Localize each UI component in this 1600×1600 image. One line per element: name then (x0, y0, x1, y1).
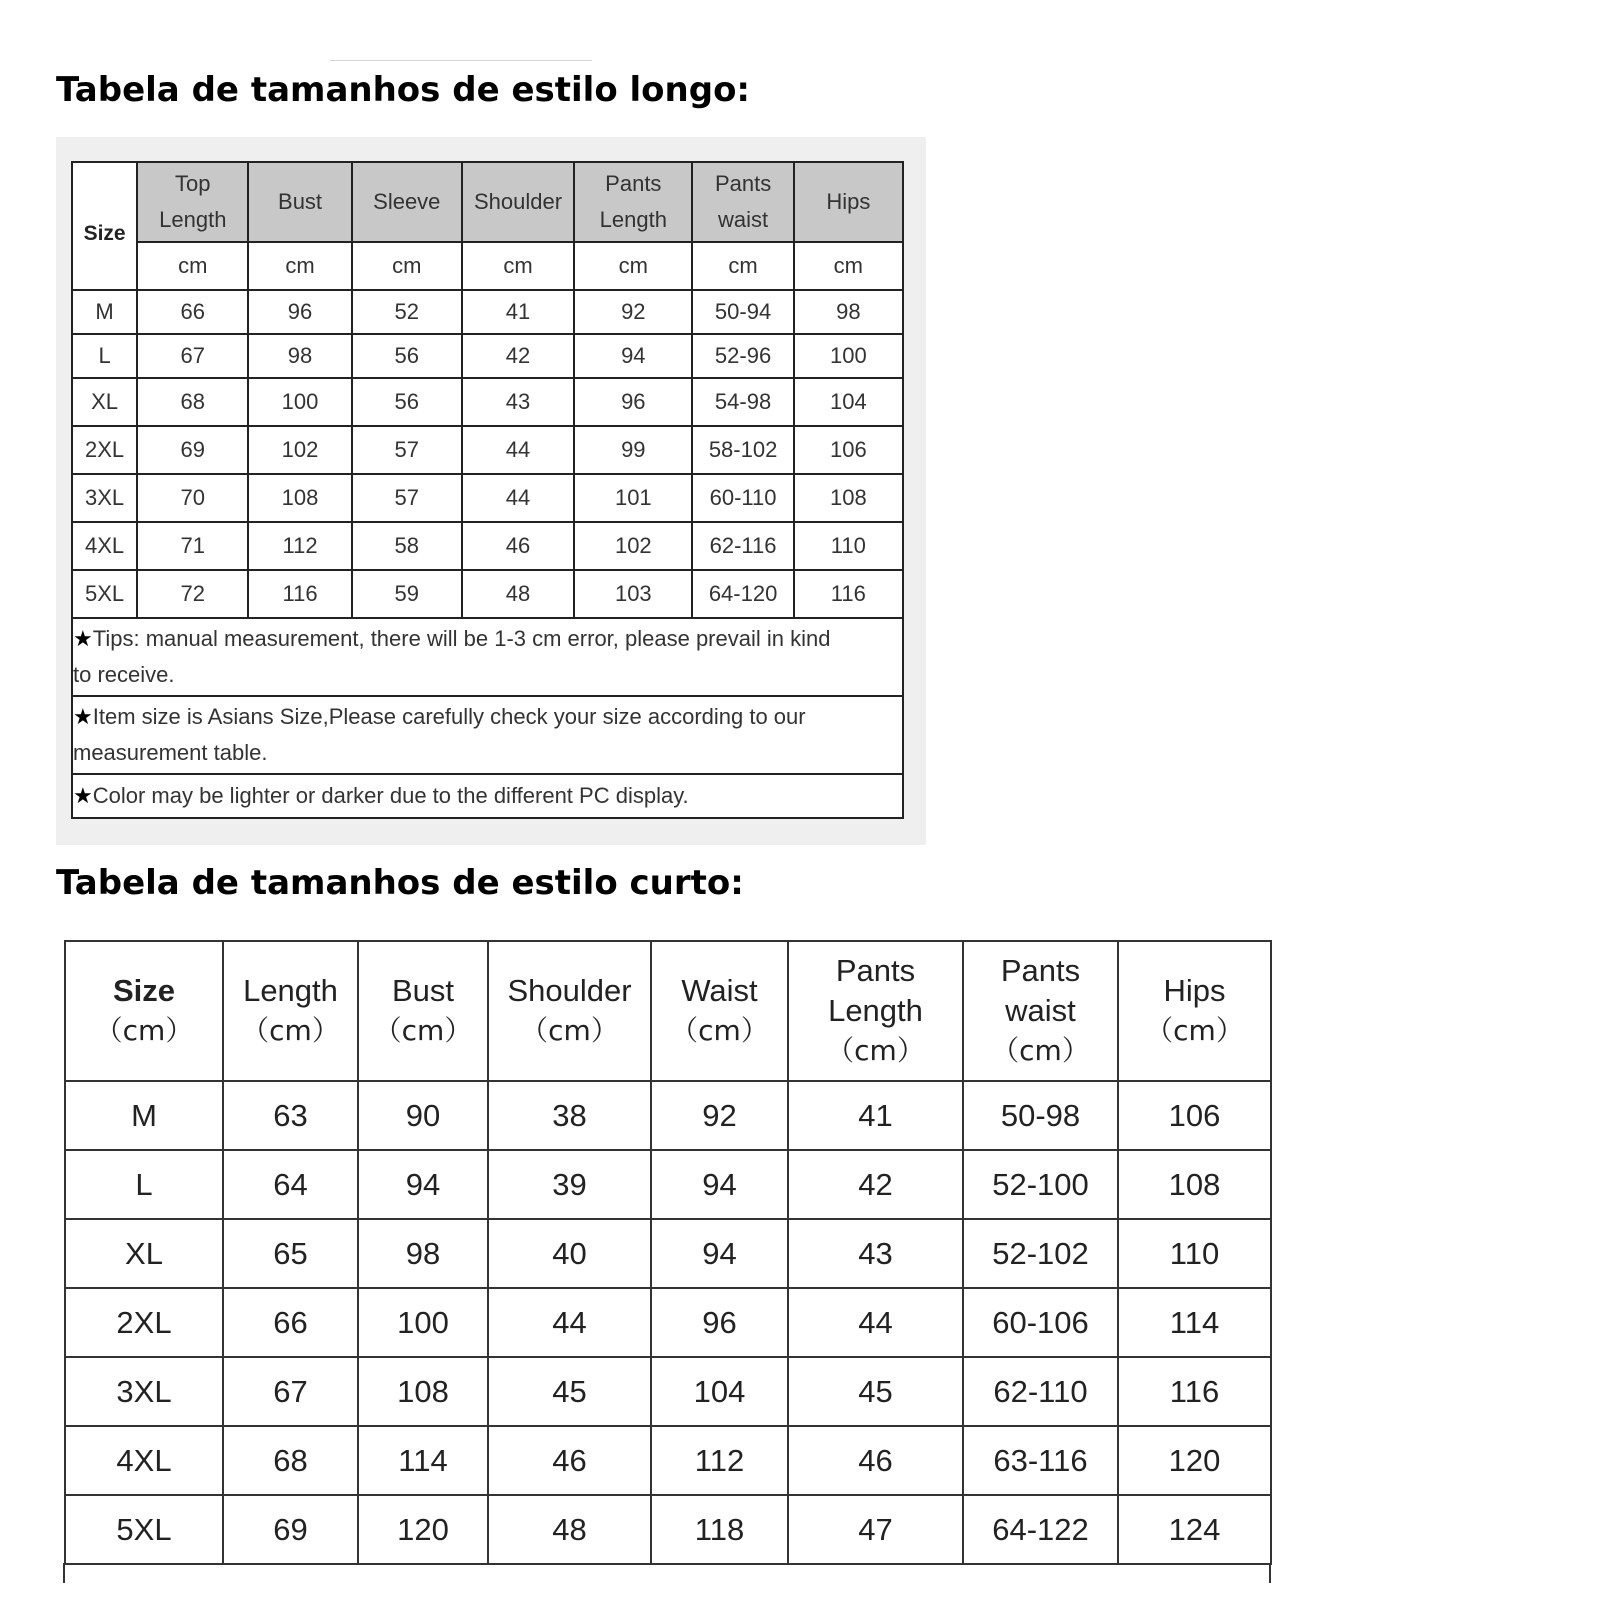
note-text: Item size is Asians Size,Please carefully check your size according to our (92, 704, 806, 729)
value-cell: 98 (794, 290, 903, 334)
column-header-line: Bust (391, 973, 455, 1008)
table-row (65, 1426, 1271, 1495)
unit-cell: cm (137, 242, 248, 290)
value-cell: 118 (651, 1495, 788, 1564)
value-cell: 40 (488, 1219, 651, 1288)
value-cell: 62-110 (963, 1357, 1118, 1426)
value-cell: 68 (223, 1426, 358, 1495)
value-cell: 116 (794, 570, 903, 618)
value-cell: 96 (651, 1288, 788, 1357)
value-cell: 47 (788, 1495, 963, 1564)
table-row (72, 334, 903, 378)
column-header-line: Size (112, 973, 176, 1008)
value-cell: 46 (788, 1426, 963, 1495)
value-cell: 42 (462, 334, 574, 378)
column-header (462, 162, 574, 242)
unit-cell: cm (352, 242, 462, 290)
size-cell: 3XL (65, 1357, 223, 1426)
column-header (352, 162, 462, 242)
note-text: Color may be lighter or darker due to the different PC display. (92, 783, 689, 808)
column-header (223, 941, 358, 1081)
column-header-line: Hips (1163, 973, 1226, 1008)
value-cell: 66 (137, 290, 248, 334)
star-icon: ★ (73, 704, 93, 729)
column-header-line: Pants (1000, 953, 1081, 988)
header-row (65, 941, 1271, 1081)
value-cell: 94 (358, 1150, 488, 1219)
value-cell: 45 (788, 1357, 963, 1426)
value-cell: 41 (462, 290, 574, 334)
size-cell: M (65, 1081, 223, 1150)
size-cell: L (72, 334, 137, 378)
value-cell: 94 (574, 334, 692, 378)
value-cell: 98 (358, 1219, 488, 1288)
table-row (65, 1495, 1271, 1564)
column-header-unit: （cm） (373, 1014, 473, 1047)
column-header (574, 162, 692, 242)
column-header (488, 941, 651, 1081)
column-header-unit: （cm） (991, 1034, 1090, 1067)
value-cell: 60-110 (692, 474, 793, 522)
value-cell: 64 (223, 1150, 358, 1219)
column-header-line: Bust (278, 189, 323, 214)
column-header-line: Length (828, 993, 923, 1028)
value-cell: 50-98 (963, 1081, 1118, 1150)
table-row (65, 1288, 1271, 1357)
value-cell: 54-98 (692, 378, 793, 426)
column-header (651, 941, 788, 1081)
value-cell: 63-116 (963, 1426, 1118, 1495)
value-cell: 106 (794, 426, 903, 474)
value-cell: 69 (137, 426, 248, 474)
column-header (1118, 941, 1271, 1081)
value-cell: 52-102 (963, 1219, 1118, 1288)
note-cell (72, 618, 903, 696)
note-line: to receive. (73, 662, 175, 687)
value-cell: 62-116 (692, 522, 793, 570)
size-cell: 5XL (72, 570, 137, 618)
column-header-line: Pants (714, 171, 772, 196)
table-row (65, 1150, 1271, 1219)
column-header (963, 941, 1118, 1081)
note-line (73, 778, 902, 814)
table-border-continuation (1269, 1563, 1271, 1583)
column-header-line: Length (599, 207, 667, 232)
long-style-title: Tabela de tamanhos de estilo longo: (56, 70, 751, 110)
value-cell: 41 (788, 1081, 963, 1150)
note-line (73, 621, 902, 657)
value-cell: 63 (223, 1081, 358, 1150)
value-cell: 57 (352, 426, 462, 474)
top-divider-line (330, 60, 592, 61)
header-row (72, 162, 903, 242)
column-header-line: Top (175, 171, 211, 196)
value-cell: 103 (574, 570, 692, 618)
value-cell: 52-100 (963, 1150, 1118, 1219)
value-cell: 42 (788, 1150, 963, 1219)
value-cell: 44 (788, 1288, 963, 1357)
note-cell (72, 774, 903, 818)
note-line (73, 699, 902, 735)
value-cell: 59 (352, 570, 462, 618)
value-cell: 94 (651, 1150, 788, 1219)
value-cell: 116 (248, 570, 351, 618)
value-cell: 108 (794, 474, 903, 522)
value-cell: 56 (352, 334, 462, 378)
column-header-unit: （cm） (1145, 1014, 1244, 1047)
column-header-line: Pants (835, 953, 916, 988)
column-header (65, 941, 223, 1081)
value-cell: 104 (794, 378, 903, 426)
column-header-line: Length (159, 207, 227, 232)
value-cell: 48 (488, 1495, 651, 1564)
value-cell: 50-94 (692, 290, 793, 334)
column-header-unit: （cm） (94, 1014, 194, 1047)
value-cell: 67 (223, 1357, 358, 1426)
value-cell: 98 (248, 334, 351, 378)
value-cell: 114 (358, 1426, 488, 1495)
unit-cell: cm (574, 242, 692, 290)
value-cell: 46 (488, 1426, 651, 1495)
value-cell: 100 (248, 378, 351, 426)
star-icon: ★ (73, 783, 93, 808)
value-cell: 71 (137, 522, 248, 570)
size-cell: 2XL (65, 1288, 223, 1357)
table-row (72, 522, 903, 570)
value-cell: 64-120 (692, 570, 793, 618)
size-cell: 2XL (72, 426, 137, 474)
column-header-line: waist (1005, 993, 1076, 1028)
value-cell: 106 (1118, 1081, 1271, 1150)
note-line: measurement table. (73, 740, 268, 765)
value-cell: 112 (248, 522, 351, 570)
column-header-line: Sleeve (373, 189, 441, 214)
value-cell: 102 (248, 426, 351, 474)
column-header (137, 162, 248, 242)
value-cell: 101 (574, 474, 692, 522)
column-header-line: Hips (826, 189, 871, 214)
value-cell: 44 (462, 426, 574, 474)
column-header-line: Length (243, 973, 338, 1008)
value-cell: 124 (1118, 1495, 1271, 1564)
table-row (65, 1081, 1271, 1150)
value-cell: 108 (358, 1357, 488, 1426)
value-cell: 120 (358, 1495, 488, 1564)
value-cell: 44 (488, 1288, 651, 1357)
value-cell: 64-122 (963, 1495, 1118, 1564)
value-cell: 39 (488, 1150, 651, 1219)
note-row (72, 618, 903, 696)
column-header (794, 162, 903, 242)
column-header-line: Shoulder (474, 189, 563, 214)
value-cell: 100 (794, 334, 903, 378)
column-header (692, 162, 793, 242)
value-cell: 114 (1118, 1288, 1271, 1357)
size-cell: 3XL (72, 474, 137, 522)
column-header-unit: （cm） (520, 1014, 619, 1047)
value-cell: 60-106 (963, 1288, 1118, 1357)
column-header (248, 162, 351, 242)
short-style-title: Tabela de tamanhos de estilo curto: (56, 863, 744, 903)
note-row (72, 696, 903, 774)
value-cell: 100 (358, 1288, 488, 1357)
size-cell: 4XL (72, 522, 137, 570)
table-row (65, 1357, 1271, 1426)
value-cell: 66 (223, 1288, 358, 1357)
unit-cell: cm (462, 242, 574, 290)
table-row (72, 570, 903, 618)
value-cell: 70 (137, 474, 248, 522)
size-cell: L (65, 1150, 223, 1219)
table-row (65, 1219, 1271, 1288)
value-cell: 102 (574, 522, 692, 570)
size-cell: 5XL (65, 1495, 223, 1564)
unit-cell: cm (692, 242, 793, 290)
unit-cell: cm (248, 242, 351, 290)
value-cell: 48 (462, 570, 574, 618)
value-cell: 90 (358, 1081, 488, 1150)
unit-cell: cm (794, 242, 903, 290)
star-icon: ★ (73, 626, 93, 651)
value-cell: 108 (1118, 1150, 1271, 1219)
value-cell: 69 (223, 1495, 358, 1564)
column-header-unit: （cm） (241, 1014, 340, 1047)
value-cell: 99 (574, 426, 692, 474)
value-cell: 110 (1118, 1219, 1271, 1288)
column-header (788, 941, 963, 1081)
value-cell: 58-102 (692, 426, 793, 474)
long-size-table (71, 161, 904, 819)
size-cell: 4XL (65, 1426, 223, 1495)
value-cell: 68 (137, 378, 248, 426)
size-cell: XL (72, 378, 137, 426)
value-cell: 92 (574, 290, 692, 334)
value-cell: 112 (651, 1426, 788, 1495)
value-cell: 46 (462, 522, 574, 570)
value-cell: 52-96 (692, 334, 793, 378)
value-cell: 65 (223, 1219, 358, 1288)
value-cell: 110 (794, 522, 903, 570)
value-cell: 56 (352, 378, 462, 426)
unit-row (72, 242, 903, 290)
value-cell: 96 (574, 378, 692, 426)
value-cell: 72 (137, 570, 248, 618)
column-header-line: Shoulder (507, 973, 632, 1008)
size-cell: XL (65, 1219, 223, 1288)
value-cell: 44 (462, 474, 574, 522)
short-size-table (64, 940, 1272, 1565)
value-cell: 58 (352, 522, 462, 570)
size-cell: M (72, 290, 137, 334)
value-cell: 52 (352, 290, 462, 334)
column-header-unit: （cm） (670, 1014, 769, 1047)
column-header-line: waist (718, 207, 769, 232)
table-row (72, 474, 903, 522)
size-header: Size (72, 162, 137, 290)
column-header (358, 941, 488, 1081)
value-cell: 43 (788, 1219, 963, 1288)
value-cell: 43 (462, 378, 574, 426)
note-row (72, 774, 903, 818)
note-text: Tips: manual measurement, there will be 1-3 cm error, please prevail in kind (92, 626, 831, 651)
value-cell: 57 (352, 474, 462, 522)
table-row (72, 378, 903, 426)
value-cell: 120 (1118, 1426, 1271, 1495)
table-row (72, 290, 903, 334)
value-cell: 45 (488, 1357, 651, 1426)
table-border-continuation (63, 1563, 65, 1583)
value-cell: 94 (651, 1219, 788, 1288)
value-cell: 108 (248, 474, 351, 522)
value-cell: 104 (651, 1357, 788, 1426)
value-cell: 38 (488, 1081, 651, 1150)
table-row (72, 426, 903, 474)
value-cell: 92 (651, 1081, 788, 1150)
value-cell: 116 (1118, 1357, 1271, 1426)
column-header-line: Waist (681, 973, 758, 1008)
note-cell (72, 696, 903, 774)
column-header-unit: （cm） (826, 1034, 925, 1067)
column-header-line: Pants (605, 171, 662, 196)
value-cell: 96 (248, 290, 351, 334)
value-cell: 67 (137, 334, 248, 378)
